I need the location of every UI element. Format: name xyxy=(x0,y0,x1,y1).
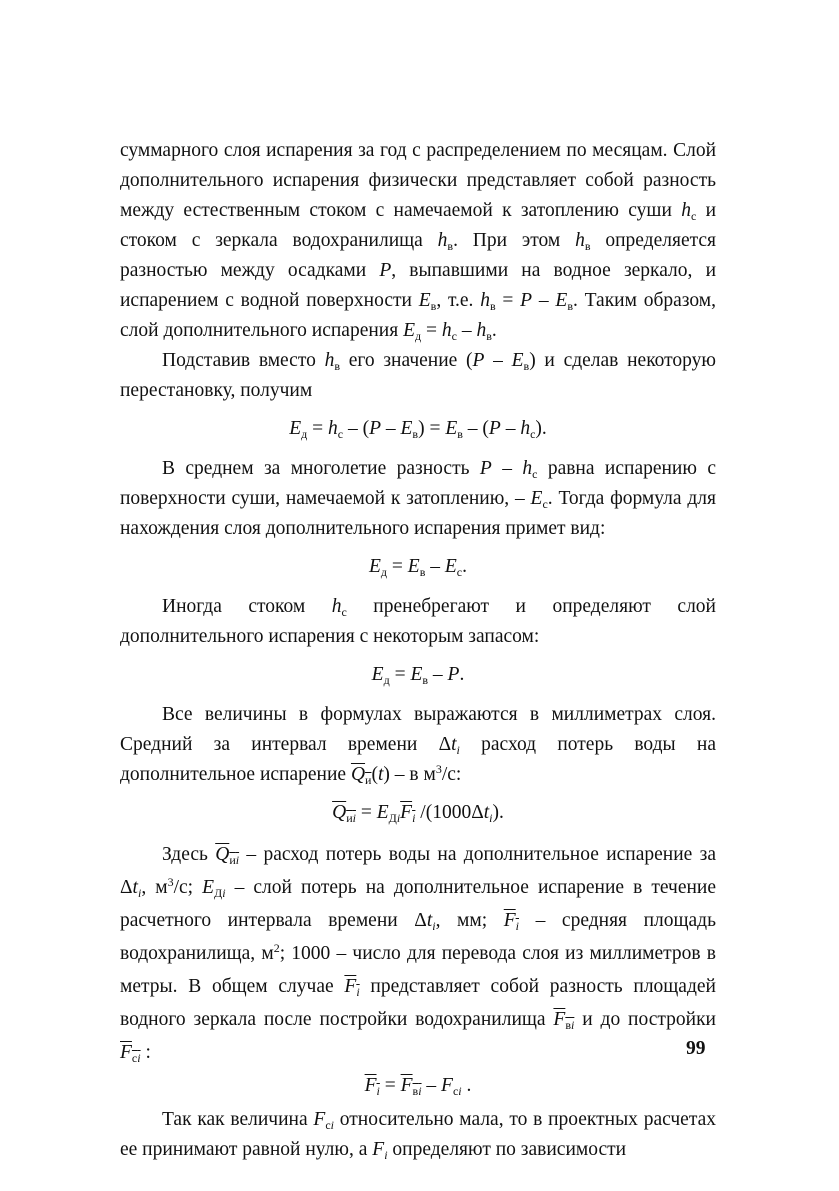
formula-5: $F_i = F_{вi} - F_{сi}$ . xyxy=(364,1075,472,1098)
paragraph-6: Здесь $Q_{иi}$ – расход потерь воды на дополнительное испарение за $\Delta t_i$, $м^3/с$; $E_{Дi}$ – слой потерь на дополнительное испарение в течение расчетного интервала времени $\Delta t_i$, мм; $F_i$ – средняя площадь водохранилища, $м^2$; 1000 – число для перевода слоя из миллиметров в метры. В общем случае $F_i$ представляет собой разность площадей водного зеркала после постройки водохранилища $F_{вi}$ и до постройки $F_{сi}$ : xyxy=(120,844,717,1065)
formula-1: $E_д = h_с - (P - E_в) = E_в - (P - h_с)$. xyxy=(289,418,547,441)
page-number: 99 xyxy=(686,1038,706,1059)
paragraph-4: Иногда стоком $h_с$ пренебрегают и определяют слой дополнительного испарения с некоторым запасом: xyxy=(120,596,716,647)
paragraph-1: суммарного слоя испарения за год с распределением по месяцам. Слой дополнительного испарения физически представляет собой разность между естественным стоком с намечаемой к затоплению суши $h_с$ и стоком с зеркала водохранилища $h_в$. При этом $h_в$ определяется разностью между осадками P, выпавшими на водное зеркало, и испарением с водной поверхности $E_в$, т.е. $h_в = P - E_в$. Таким образом, слой дополнительного испарения $E_д = h_с - h_в$. xyxy=(120,140,717,343)
body-text xyxy=(120,136,716,1165)
paragraph-2: Подставив вместо $h_в$ его значение $(P - E_в)$ и сделав некоторую перестановку, получим xyxy=(120,350,716,401)
formula-4: $Q_{иi} = E_{Дi}F_i$ $/(1000\Delta t_i)$. xyxy=(332,802,504,825)
formula-2: $E_д = E_в - E_с$. xyxy=(369,556,467,579)
formula-3: $E_д = E_в - P$. xyxy=(371,664,465,687)
paragraph-5: Все величины в формулах выражаются в миллиметрах слоя. Средний за интервал времени $\Delta t_i$ расход потерь воды на дополнительное испарение $Q_и(t)$ – в $м^3/с$: xyxy=(120,704,716,787)
paragraph-3: В среднем за многолетие разность P – $h_с$ равна испарению с поверхности суши, намечаемой к затоплению, – $E_с$. Тогда формула для нахождения слоя дополнительного испарения примет вид: xyxy=(120,458,716,539)
paragraph-7: Так как величина $F_{сi}$ относительно мала, то в проектных расчетах ее принимают равной нулю, а $F_i$ определяют по зависимости xyxy=(120,1109,716,1162)
